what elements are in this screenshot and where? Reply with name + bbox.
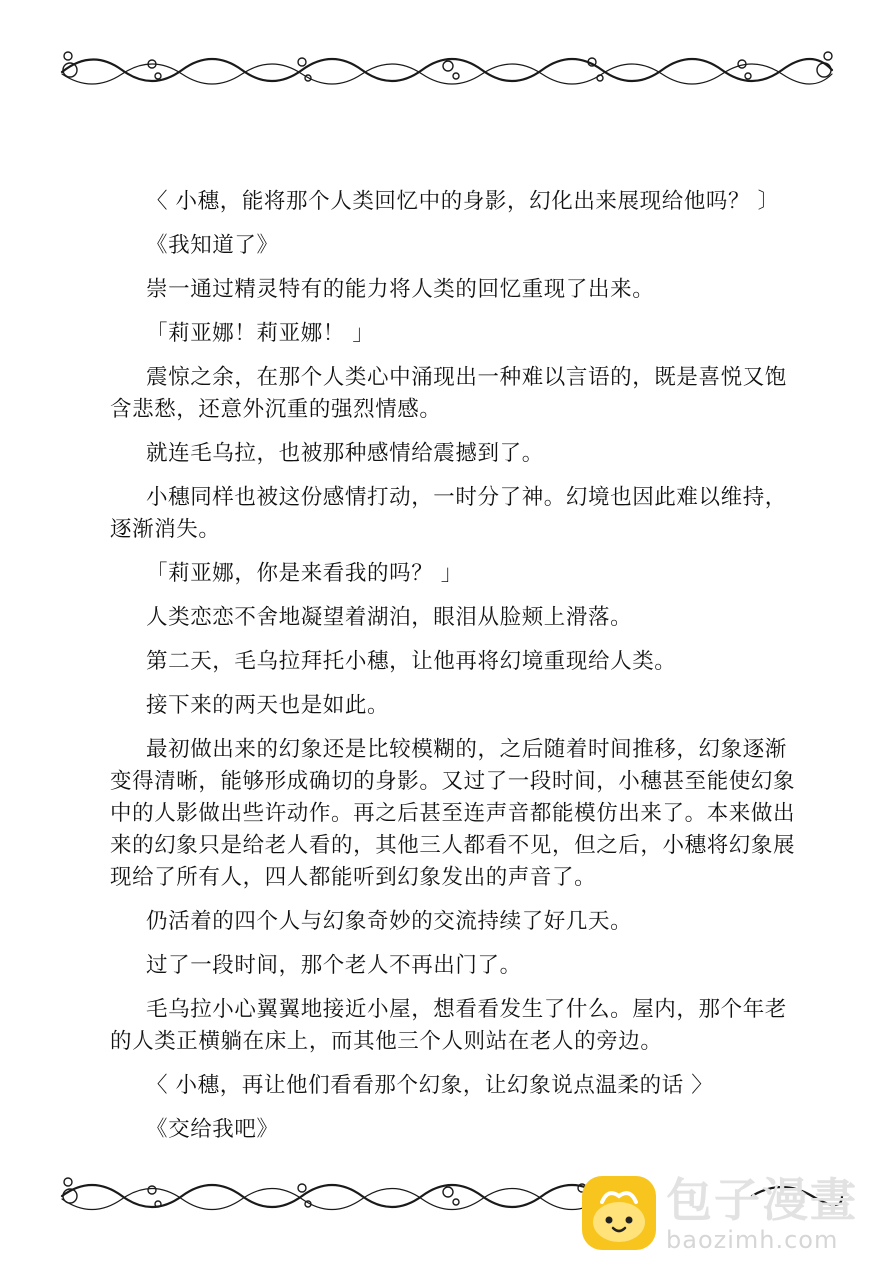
paragraph: 《交给我吧》 xyxy=(146,1117,279,1142)
paragraph: 《我知道了》 xyxy=(146,233,279,258)
top-vine-ornament xyxy=(52,40,844,100)
paragraph: 仍活着的四个人与幻象奇妙的交流持续了好几天。 xyxy=(146,909,633,934)
paragraph: 小穗同样也被这份感情打动，一时分了神。幻境也因此难以维持，逐渐消失。 xyxy=(110,485,787,542)
paragraph: 过了一段时间，那个老人不再出门了。 xyxy=(146,953,522,978)
paragraph: 「莉亚娜，你是来看我的吗？ 」 xyxy=(146,561,463,586)
paragraph: 最初做出来的幻象还是比较模糊的，之后随着时间推移，幻象逐渐变得清晰，能够形成确切的身影。又过了一段时间，小穗甚至能使幻象中的人影做出些许动作。再之后甚至连声音都能模仿出来了。本来做出来的幻象只是给老人看的，其他三人都看不见，但之后，小穗将幻象展现给了所有人，四人都能听到幻象发出的声音了。 xyxy=(110,737,796,890)
paragraph: 〈 小穗，能将那个人类回忆中的身影，幻化出来展现给他吗？ 〕 xyxy=(146,189,780,214)
paragraph: 毛乌拉小心翼翼地接近小屋，想看看发生了什么。屋内，那个年老的人类正横躺在床上，而其他三个人则站在老人的旁边。 xyxy=(110,997,787,1054)
paragraph: 震惊之余，在那个人类心中涌现出一种难以言语的，既是喜悦又饱含悲愁，还意外沉重的强烈情感。 xyxy=(110,365,787,422)
paragraph: 「莉亚娜！莉亚娜！ 」 xyxy=(146,321,375,346)
paragraph: 第二天，毛乌拉拜托小穗，让他再将幻境重现给人类。 xyxy=(146,649,677,674)
watermark-title: 包子漫畫 xyxy=(666,1173,858,1227)
watermark-domain: baozimh.com xyxy=(666,1226,839,1254)
paragraph: 接下来的两天也是如此。 xyxy=(146,693,390,718)
paragraph: 人类恋恋不舍地凝望着湖泊，眼泪从脸颊上滑落。 xyxy=(146,605,633,630)
paragraph: 〈 小穗，再让他们看看那个幻象，让幻象说点温柔的话 〉 xyxy=(146,1073,714,1098)
site-watermark xyxy=(578,1172,878,1262)
paragraph: 崇一通过精灵特有的能力将人类的回忆重现了出来。 xyxy=(146,277,655,302)
top-ornamental-border xyxy=(52,40,844,100)
story-text xyxy=(110,186,800,1158)
bun-logo-icon xyxy=(578,1172,660,1254)
paragraph: 就连毛乌拉，也被那种感情给震撼到了。 xyxy=(146,441,544,466)
